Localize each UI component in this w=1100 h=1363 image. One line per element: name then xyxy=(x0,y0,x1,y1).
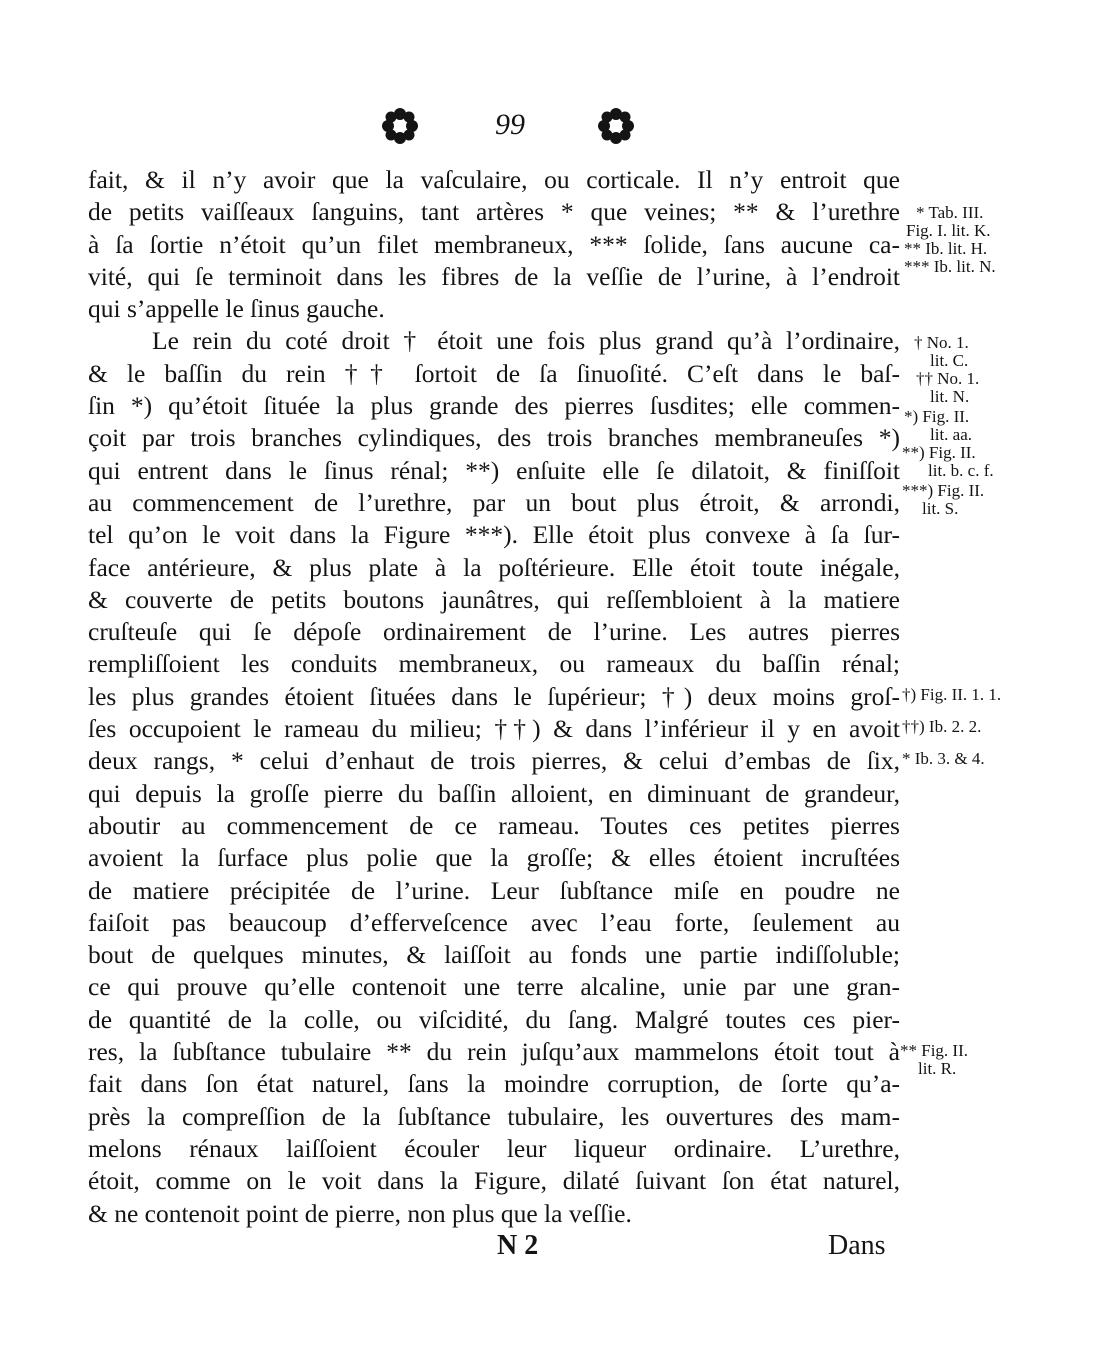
text-line: deux rangs, * celui d’enhaut de trois pierres, & celui d’embas de ſix, xyxy=(88,746,900,776)
text-line: & couverte de petits boutons jaunâtres, qui reſſembloient à la matiere xyxy=(88,584,900,614)
body-text xyxy=(88,164,900,1230)
text-line: au commencement de l’urethre, par un bout plus étroit, & arrondi, xyxy=(88,487,900,517)
text-line: de quantité de la colle, ou viſcidité, du ſang. Malgré toutes ces pier- xyxy=(88,1004,900,1034)
margin-note: Fig. I. lit. K. xyxy=(906,221,991,240)
text-line: à ſa ſortie n’étoit qu’un filet membraneux, *** ſolide, ſans aucune ca- xyxy=(88,229,900,259)
text-line: de matiere précipitée de l’urine. Leur ſubſtance miſe en poudre ne xyxy=(88,875,900,905)
text-line: près la compreſſion de la ſubſtance tubulaire, les ouvertures des mam- xyxy=(88,1101,900,1131)
text-line: bout de quelques minutes, & laiſſoit au fonds une partie indiſſoluble; xyxy=(88,940,900,970)
margin-note: lit. N. xyxy=(930,387,970,406)
margin-note: lit. R. xyxy=(918,1059,957,1078)
text-line: cruſteuſe qui ſe dépoſe ordinairement de l’urine. Les autres pierres xyxy=(88,617,900,647)
text-line: les plus grandes étoient ſituées dans le ſupérieur; †) deux moins groſ- xyxy=(88,681,900,711)
margin-note: * Tab. III. xyxy=(916,203,984,222)
text-line: & ne contenoit point de pierre, non plus que la veſſie. xyxy=(88,1198,632,1228)
text-line: Le rein du coté droit † étoit une fois plus grand qu’à l’ordinaire, xyxy=(152,326,900,356)
margin-note: lit. b. c. f. xyxy=(928,461,994,480)
text-line: fait dans ſon état naturel, ſans la moindre corruption, de ſorte qu’a- xyxy=(88,1069,900,1099)
text-line: ſes occupoient le rameau du milieu; ††) & dans l’inférieur il y en avoit xyxy=(88,714,900,744)
text-line: & le baſſin du rein †† ſortoit de ſa ſinuoſité. C’eſt dans le baſ- xyxy=(88,358,900,388)
text-line: fait, & il n’y avoir que la vaſculaire, ou corticale. Il n’y entroit que xyxy=(88,165,900,194)
text-line: face antérieure, & plus plate à la poſtérieure. Elle étoit toute inégale, xyxy=(88,552,900,582)
text-line: ce qui prouve qu’elle contenoit une terre alcaline, unie par une gran- xyxy=(88,972,900,1002)
margin-note: **) Fig. II. xyxy=(902,443,976,462)
page-footer xyxy=(0,1230,1100,1270)
text-line: ſin *) qu’étoit ſituée la plus grande des pierres ſusdites; elle commen- xyxy=(88,391,900,421)
margin-note: ** Ib. lit. H. xyxy=(904,239,988,258)
signature-mark: N 2 xyxy=(497,1230,539,1261)
text-line: tel qu’on le voit dans la Figure ***). Elle étoit plus convexe à ſa ſur- xyxy=(88,520,900,550)
margin-note: * Ib. 3. & 4. xyxy=(902,749,985,768)
text-line: res, la ſubſtance tubulaire ** du rein juſqu’aux mammelons étoit tout à xyxy=(88,1037,900,1067)
text-line: étoit, comme on le voit dans la Figure, dilaté ſuivant ſon état naturel, xyxy=(88,1166,900,1196)
text-line: qui entrent dans le ſinus rénal; **) enſuite elle ſe dilatoit, & finiſſoit xyxy=(88,455,900,485)
text-line: qui s’appelle le ſinus gauche. xyxy=(88,294,385,324)
page-header xyxy=(380,104,640,148)
margin-note: ***) Fig. II. xyxy=(902,481,985,500)
text-line: qui depuis la groſſe pierre du baſſin alloient, en diminuant de grandeur, xyxy=(88,778,900,808)
text-line: çoit par trois branches cylindiques, des trois branches membraneuſes *) xyxy=(88,423,900,453)
text-line: vité, qui ſe terminoit dans les fibres de la veſſie de l’urine, à l’endroit xyxy=(88,261,900,291)
text-line: aboutir au commencement de ce rameau. Toutes ces petites pierres xyxy=(88,810,900,840)
margin-note: †† No. 1. xyxy=(916,369,980,388)
text-line: faiſoit pas beaucoup d’efferveſcence avec l’eau forte, ſeulement au xyxy=(88,907,900,937)
margin-note: *) Fig. II. xyxy=(904,407,970,426)
margin-note: ††) Ib. 2. 2. xyxy=(902,717,982,736)
margin-note: lit. aa. xyxy=(930,425,973,444)
text-line: avoient la ſurface plus polie que la groſſe; & elles étoient incruſtées xyxy=(88,843,900,873)
margin-note: *** Ib. lit. N. xyxy=(904,257,996,276)
text-line: rempliſſoient les conduits membraneux, ou rameaux du baſſin rénal; xyxy=(88,649,900,679)
flower-ornament-icon xyxy=(596,106,636,146)
flower-ornament-icon xyxy=(380,106,420,146)
margin-note: lit. S. xyxy=(922,499,959,518)
margin-note: † No. 1. xyxy=(914,333,969,352)
margin-note: ** Fig. II. xyxy=(900,1041,968,1060)
catchword: Dans xyxy=(828,1230,886,1261)
text-line: melons rénaux laiſſoient écouler leur liqueur ordinaire. L’urethre, xyxy=(88,1133,900,1163)
margin-note: lit. C. xyxy=(930,351,969,370)
text-line: de petits vaiſſeaux ſanguins, tant artères * que veines; ** & l’urethre xyxy=(88,197,900,227)
page-number: 99 xyxy=(495,108,525,141)
margin-note: †) Fig. II. 1. 1. xyxy=(902,685,1002,704)
